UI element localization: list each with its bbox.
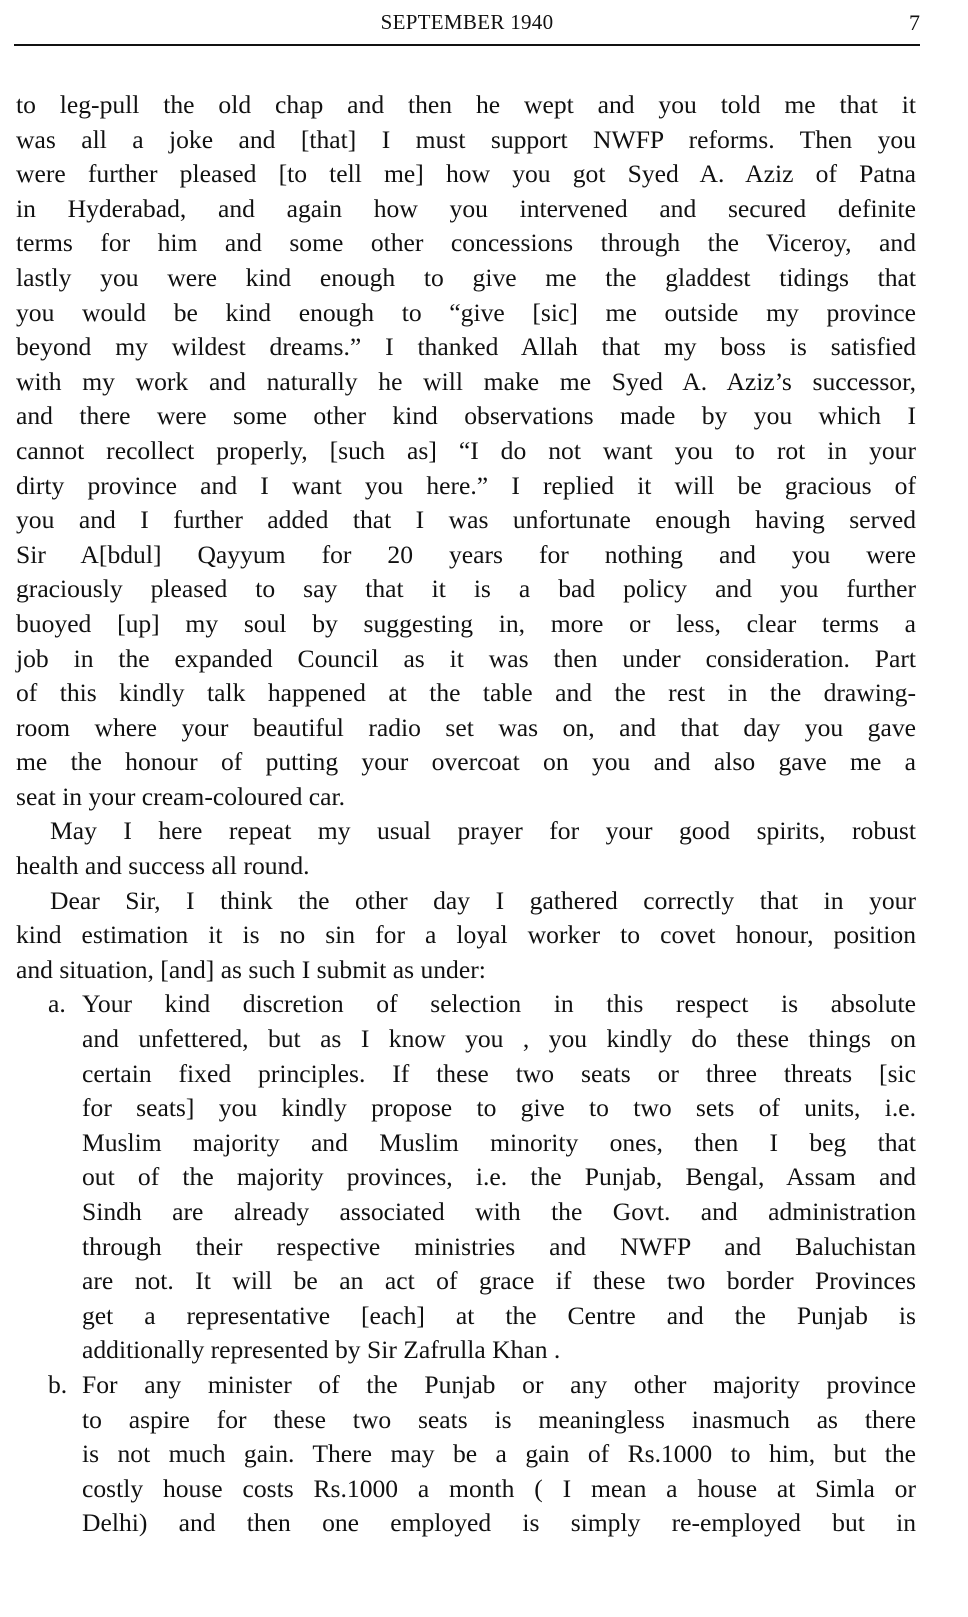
page-number: 7 bbox=[909, 10, 920, 35]
text-line: Delhi) and then one employed is simply re-employed but in bbox=[82, 1508, 916, 1538]
text-line: with my work and naturally he will make me Syed A. Aziz’s successor, bbox=[16, 366, 916, 396]
text-line: certain fixed principles. If these two seats or three threats [sic bbox=[82, 1058, 916, 1088]
text-line: dirty province and I want you here.” I replied it will be gracious of bbox=[16, 470, 916, 500]
text-line: for seats] you kindly propose to give to two sets of units, i.e. bbox=[82, 1093, 916, 1123]
text-line: lastly you were kind enough to give me the gladdest tidings that bbox=[16, 262, 916, 292]
text-line: get a representative [each] at the Centre and the Punjab is bbox=[82, 1300, 916, 1330]
list-marker: b. bbox=[48, 1369, 68, 1399]
text-line: Muslim majority and Muslim minority ones, then I beg that bbox=[82, 1127, 916, 1157]
text-line: Dear Sir, I think the other day I gathered correctly that in your bbox=[50, 885, 916, 915]
body-text bbox=[16, 88, 916, 1541]
text-line: were further pleased [to tell me] how you got Syed A. Aziz of Patna bbox=[16, 159, 916, 189]
list-marker: a. bbox=[48, 989, 66, 1019]
paragraph-1 bbox=[16, 88, 916, 814]
text-line: Sir A[bdul] Qayyum for 20 years for nothing and you were bbox=[16, 539, 916, 569]
paragraph-3 bbox=[16, 884, 916, 988]
text-line: and there were some other kind observations made by you which I bbox=[16, 401, 916, 431]
paragraph-2 bbox=[16, 814, 916, 883]
text-line: costly house costs Rs.1000 a month ( I mean a house at Simla or bbox=[82, 1473, 916, 1503]
text-line: job in the expanded Council as it was then under consideration. Part bbox=[16, 643, 916, 673]
text-line: For any minister of the Punjab or any other majority province bbox=[82, 1369, 916, 1399]
text-line: in Hyderabad, and again how you intervened and secured definite bbox=[16, 193, 916, 223]
text-line: kind estimation it is no sin for a loyal worker to covet honour, position bbox=[16, 920, 916, 950]
text-line: Your kind discretion of selection in this respect is absolute bbox=[82, 989, 916, 1019]
text-line: to aspire for these two seats is meaningless inasmuch as there bbox=[82, 1404, 916, 1434]
text-line: through their respective ministries and NWFP and Baluchistan bbox=[82, 1231, 916, 1261]
text-line: cannot recollect properly, [such as] “I do not want you to rot in your bbox=[16, 435, 916, 465]
text-line: room where your beautiful radio set was on, and that day you gave bbox=[16, 712, 916, 742]
text-line: May I here repeat my usual prayer for your good spirits, robust bbox=[50, 816, 916, 846]
text-line: beyond my wildest dreams.” I thanked Allah that my boss is satisfied bbox=[16, 332, 916, 362]
text-line: terms for him and some other concessions through the Viceroy, and bbox=[16, 228, 916, 258]
running-head bbox=[14, 8, 920, 46]
text-line: seat in your cream-coloured car. bbox=[16, 781, 346, 811]
list-item-b bbox=[16, 1368, 916, 1541]
text-line: out of the majority provinces, i.e. the Punjab, Bengal, Assam and bbox=[82, 1162, 916, 1192]
text-line: you would be kind enough to “give [sic] me outside my province bbox=[16, 297, 916, 327]
text-line: health and success all round. bbox=[16, 851, 310, 881]
text-line: to leg-pull the old chap and then he wept and you told me that it bbox=[16, 90, 916, 119]
list-item-a bbox=[16, 987, 916, 1368]
text-line: you and I further added that I was unfortunate enough having served bbox=[16, 505, 916, 535]
text-line: me the honour of putting your overcoat on you and also gave me a bbox=[16, 747, 916, 777]
text-line: is not much gain. There may be a gain of Rs.1000 to him, but the bbox=[82, 1439, 916, 1469]
text-line: and situation, [and] as such I submit as under: bbox=[16, 954, 486, 984]
text-line: additionally represented by Sir Zafrulla Khan . bbox=[82, 1335, 561, 1365]
text-line: Sindh are already associated with the Govt. and administration bbox=[82, 1197, 916, 1226]
text-line: of this kindly talk happened at the table and the rest in the drawing- bbox=[16, 678, 916, 708]
running-head-title: SEPTEMBER 1940 bbox=[380, 10, 554, 34]
text-line: was all a joke and [that] I must support NWFP reforms. Then you bbox=[16, 124, 916, 154]
text-line: graciously pleased to say that it is a bad policy and you further bbox=[16, 574, 916, 604]
text-line: and unfettered, but as I know you , you kindly do these things on bbox=[82, 1024, 916, 1054]
text-line: buoyed [up] my soul by suggesting in, more or less, clear terms a bbox=[16, 608, 916, 638]
text-line: are not. It will be an act of grace if these two border Provinces bbox=[82, 1266, 916, 1296]
